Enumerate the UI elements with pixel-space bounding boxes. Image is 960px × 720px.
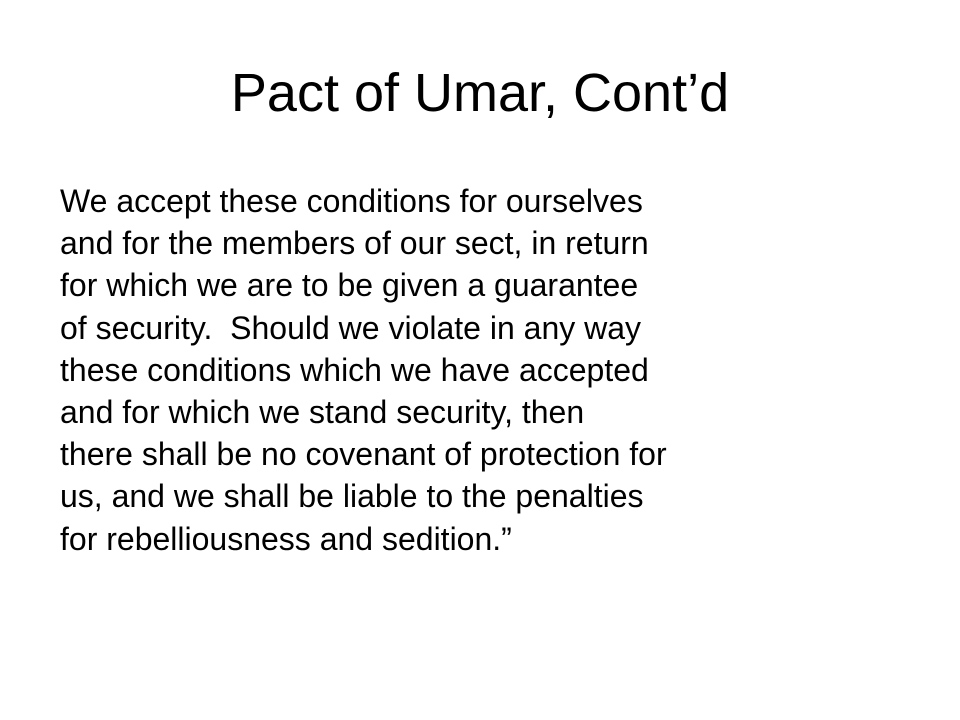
body-line: and for which we stand security, then: [60, 394, 585, 431]
body-line: and for the members of our sect, in return: [60, 225, 649, 262]
body-line: there shall be no covenant of protection for: [60, 436, 667, 473]
body-line: for which we are to be given a guarantee: [60, 267, 639, 304]
body-line: of security. Should we violate in any way: [60, 309, 642, 346]
body-line: these conditions which we have accepted: [60, 351, 649, 388]
body-line: for rebelliousness and sedition.”: [60, 520, 512, 557]
slide-body-paragraph: [60, 180, 955, 560]
slide-title: Pact of Umar, Cont’d: [230, 63, 730, 123]
body-line: us, and we shall be liable to the penalties: [60, 478, 644, 515]
body-line: We accept these conditions for ourselves: [60, 183, 643, 219]
